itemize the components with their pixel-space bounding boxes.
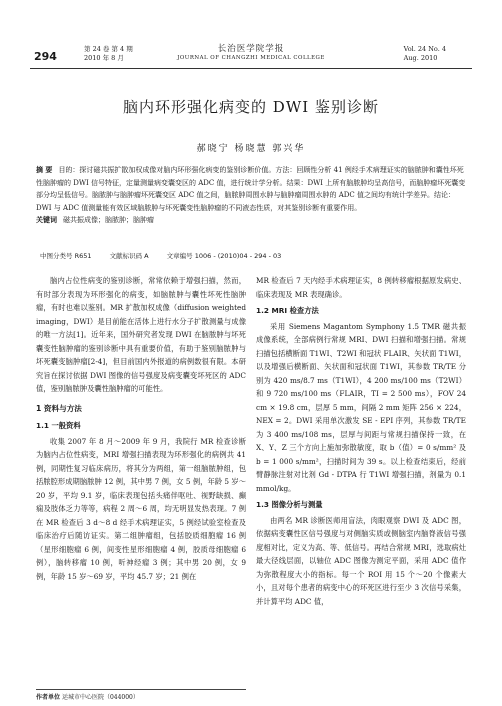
left-column [36, 274, 246, 583]
clc-number: 中图分类号 R651 [40, 252, 92, 260]
article-number: 文章编号 1006 - (2010)04 - 294 - 03 [166, 252, 282, 260]
right-column [256, 274, 466, 608]
header-rule [30, 68, 472, 69]
footnote-text: 运城市中心医院（044000） [61, 694, 139, 701]
continued-paragraph: MR 检查后 7 天内经手术病理证实，8 例转移瘤根据原发病史、临床表现及 MR 表现确诊。 [256, 276, 466, 299]
keywords-text: 磁共振成像；脑脓肿；脑肿瘤 [63, 216, 154, 225]
subsection-heading-mri-method: 1.2 MRI 检查方法 [256, 306, 319, 315]
abstract-text: 目的：探讨磁共振扩散加权成像对脑内环形强化病变的鉴别诊断价值。方法：回顾性分析 41 例经手术病理证实的脑脓肿和囊性坏死性脑肿瘤的 DWI 信号特征，定量测量病变囊变区的 ADC 值，进行统计学分析。结果：DWI 上所有脑脓肿均呈高信号，而脑肿瘤坏死囊变部分均呈低信号。脑脓肿与脑肿瘤坏死囊变区 ADC 值之间，脑脓肿周围水肿与脑肿瘤周围水肿的 ADC 值之间均有统计学差异。结论：DWI 与 ADC 值测量能有效区域脑脓肿与坏死囊变性脑肿瘤的不同液态性质，对其鉴别诊断有重要作用。 [36, 166, 466, 212]
keywords-label: 关键词 [36, 216, 57, 225]
subsection-heading-general: 1.1 一般资料 [36, 421, 81, 430]
keywords-line [36, 214, 466, 227]
volume-issue-cn: 第 24 卷 第 4 期 [84, 45, 133, 53]
author-affiliation-footnote [36, 689, 246, 701]
abstract-paragraph [36, 164, 466, 214]
date-en: Aug. 2010 [403, 54, 438, 62]
volume-info-en [404, 45, 446, 63]
author-list: 郝晓宁 杨晓慧 郭兴华 [196, 144, 306, 154]
general-data-paragraph: 收集 2007 年 8 月～2009 年 9 月，我院行 MR 检查诊断为脑内占位性病变，MRI 增强扫描表现为环形强化的病例共 41 例，同期性复习临床病历，将其分为两组，第一组脑脓肿组，包括脓腔形成期脑脓肿 12 例，其中男 7 例，女 5 例，年龄 5 岁～20 岁，平均 9.1 岁，临床表现包括头痛伴呕吐、视野缺损、癫痫及肢体乏力等等，病程 2 周～6 周，均无明显发热表现。7 例在 MR 检查后 3 d～8 d 经手术病理证实，5 例经试验室检查及临床治疗后随访证实。第二组肿瘤组，包括胶质细胞瘤 16 例（星形细胞瘤 6 例，间变性星形细胞瘤 4 例，胶质母细胞瘤 6 例），脑转移瘤 10 例，听神经瘤 3 例；其中男 20 例，女 9 例，年龄 15 岁～69 岁，平均 45.7 岁；21 例在 [36, 436, 246, 581]
volume-issue-en: Vol. 24 No. 4 [403, 45, 446, 53]
abstract-label: 摘 要 [36, 166, 53, 174]
intro-paragraph: 脑内占位性病变的鉴别诊断，常常依赖于增强扫描，然而，有时部分表现为环形强化的病变，如脑脓肿与囊性坏死性脑肿瘤，有时也难以鉴别。MR 扩散加权成像（diffusion weighted imaging，DWI）是目前能在活体上进行水分子扩散测量与成像的唯一方法[1]。近年来，国外研究者发现 DWI 在脑脓肿与坏死囊变性脑肿瘤的鉴别诊断中具有重要价值，有助于鉴别脑脓肿与坏死囊变脑肿瘤[2-4]，但目前国内外报道的病例数很有限。本研究旨在探讨依据 DWI 图像的信号强度及病变囊变坏死区的 ADC 值，鉴别脑脓肿及囊性脑肿瘤的可能性。 [36, 276, 246, 393]
date-cn: 2010 年 8 月 [84, 54, 124, 62]
abstract-block [36, 164, 466, 227]
classification-line [40, 251, 297, 260]
document-code: 文献标识码 A [109, 252, 149, 260]
journal-title-en: JOURNAL OF CHANGZHI MEDICAL COLLEGE [177, 55, 325, 61]
section-heading-materials: 1 资料与方法 [36, 403, 82, 413]
running-header [26, 44, 476, 68]
article-title: 脑内环形强化病变的 DWI 鉴别诊断 [123, 98, 379, 116]
page-number: 294 [34, 50, 57, 63]
journal-title-cn: 长治医学院学报 [217, 44, 285, 54]
subsection-heading-analysis: 1.3 图像分析与测量 [256, 500, 323, 509]
mri-method-paragraph: 采用 Siemens Magantom Symphony 1.5 TMR 磁共振成像系统，全部病例行常规 MRI、DWI 扫描和增强扫描。常规扫描包括横断面 T1WI、T2WI 和冠状 FLAIR、矢状面 T1WI，以及增强后横断面、矢状面和冠状面 T1WI，其参数 TR/TE 分别为 420 ms/8.7 ms（T1WI），4 200 ms/100 ms（T2WI）和 9 720 ms/100 ms（FLAIR，TI = 2 500 ms），FOV 24 cm × 19.8 cm，层厚 5 mm，间隔 2 mm 矩阵 256 × 224，NEX = 2。DWI 采用单次激发 SE - EPI 序列，其参数 TR/TE 为 3 400 ms/108 ms，层厚与间距与常规扫描保持一致，在 X、Y、Z 三个方向上施加弥散敏度，取 b（值）= 0 s/mm² 及 b = 1 000 s/mm²，扫描时间为 39 s。以上检查结束后，经前臂静脉注射对比剂 Gd - DTPA 行 T1WI 增强扫描，剂量为 0.1 mmol/kg。 [256, 321, 466, 493]
footnote-label: 作者单位 [36, 694, 61, 701]
analysis-paragraph: 由两名 MR 诊断医师用盲法，肉眼观察 DWI 及 ADC 图，依据病变囊性区信号强度与对侧脑实质或侧脑室内脑脊液信号强度相对比，定义为高、等、低信号。再结合常规 MRI，选取病灶最大径线层面，以轴位 ADC 图像为测定平面，采用 ADC 值作为弥散程度大小的指标。每一个 ROI 用 15 个～20 个像素大小，且对每个患者的病变中心的环死区进行至少 3 次信号采集，并计算平均 ADC 值， [256, 515, 466, 606]
